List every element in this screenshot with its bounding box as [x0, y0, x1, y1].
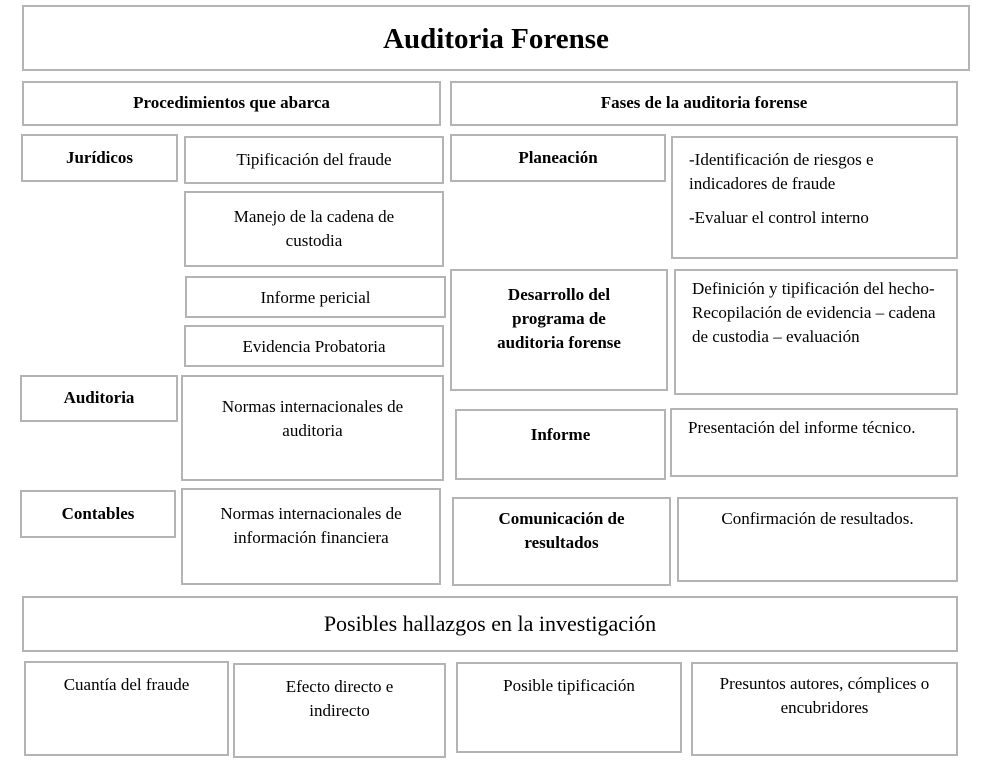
- hallazgo-item: Posible tipificación: [456, 662, 682, 753]
- fases-header: Fases de la auditoria forense: [450, 81, 958, 126]
- hallazgo-item: Efecto directo e indirecto: [233, 663, 446, 758]
- diagram-title: Auditoria Forense: [22, 5, 970, 71]
- category-juridicos: Jurídicos: [21, 134, 178, 182]
- juridicos-item: Evidencia Probatoria: [184, 325, 444, 367]
- fase-desarrollo: Desarrollo del programa de auditoria forense: [450, 269, 668, 391]
- juridicos-item: Tipificación del fraude: [184, 136, 444, 184]
- contables-item: Normas internacionales de información financiera: [181, 488, 441, 585]
- fase-comunicacion-desc: Confirmación de resultados.: [677, 497, 958, 582]
- category-auditoria: Auditoria: [20, 375, 178, 422]
- desc-line: -Identificación de riesgos e indicadores de fraude: [689, 150, 874, 193]
- auditoria-item: Normas internacionales de auditoria: [181, 375, 444, 481]
- hallazgos-header: Posibles hallazgos en la investigación: [22, 596, 958, 652]
- category-contables: Contables: [20, 490, 176, 538]
- juridicos-item: Manejo de la cadena de custodia: [184, 191, 444, 267]
- hallazgo-item: Presuntos autores, cómplices o encubridores: [691, 662, 958, 756]
- fase-comunicacion: Comunicación de resultados: [452, 497, 671, 586]
- procedimientos-header: Procedimientos que abarca: [22, 81, 441, 126]
- fase-planeacion-desc: [671, 136, 958, 259]
- hallazgo-item: Cuantía del fraude: [24, 661, 229, 756]
- fase-planeacion: Planeación: [450, 134, 666, 182]
- fase-informe-desc: Presentación del informe técnico.: [670, 408, 958, 477]
- juridicos-item: Informe pericial: [185, 276, 446, 318]
- fase-informe: Informe: [455, 409, 666, 480]
- fase-desarrollo-desc: Definición y tipificación del hecho- Recopilación de evidencia – cadena de custodia – evaluación: [674, 269, 958, 395]
- desc-line: -Evaluar el control interno: [689, 208, 869, 227]
